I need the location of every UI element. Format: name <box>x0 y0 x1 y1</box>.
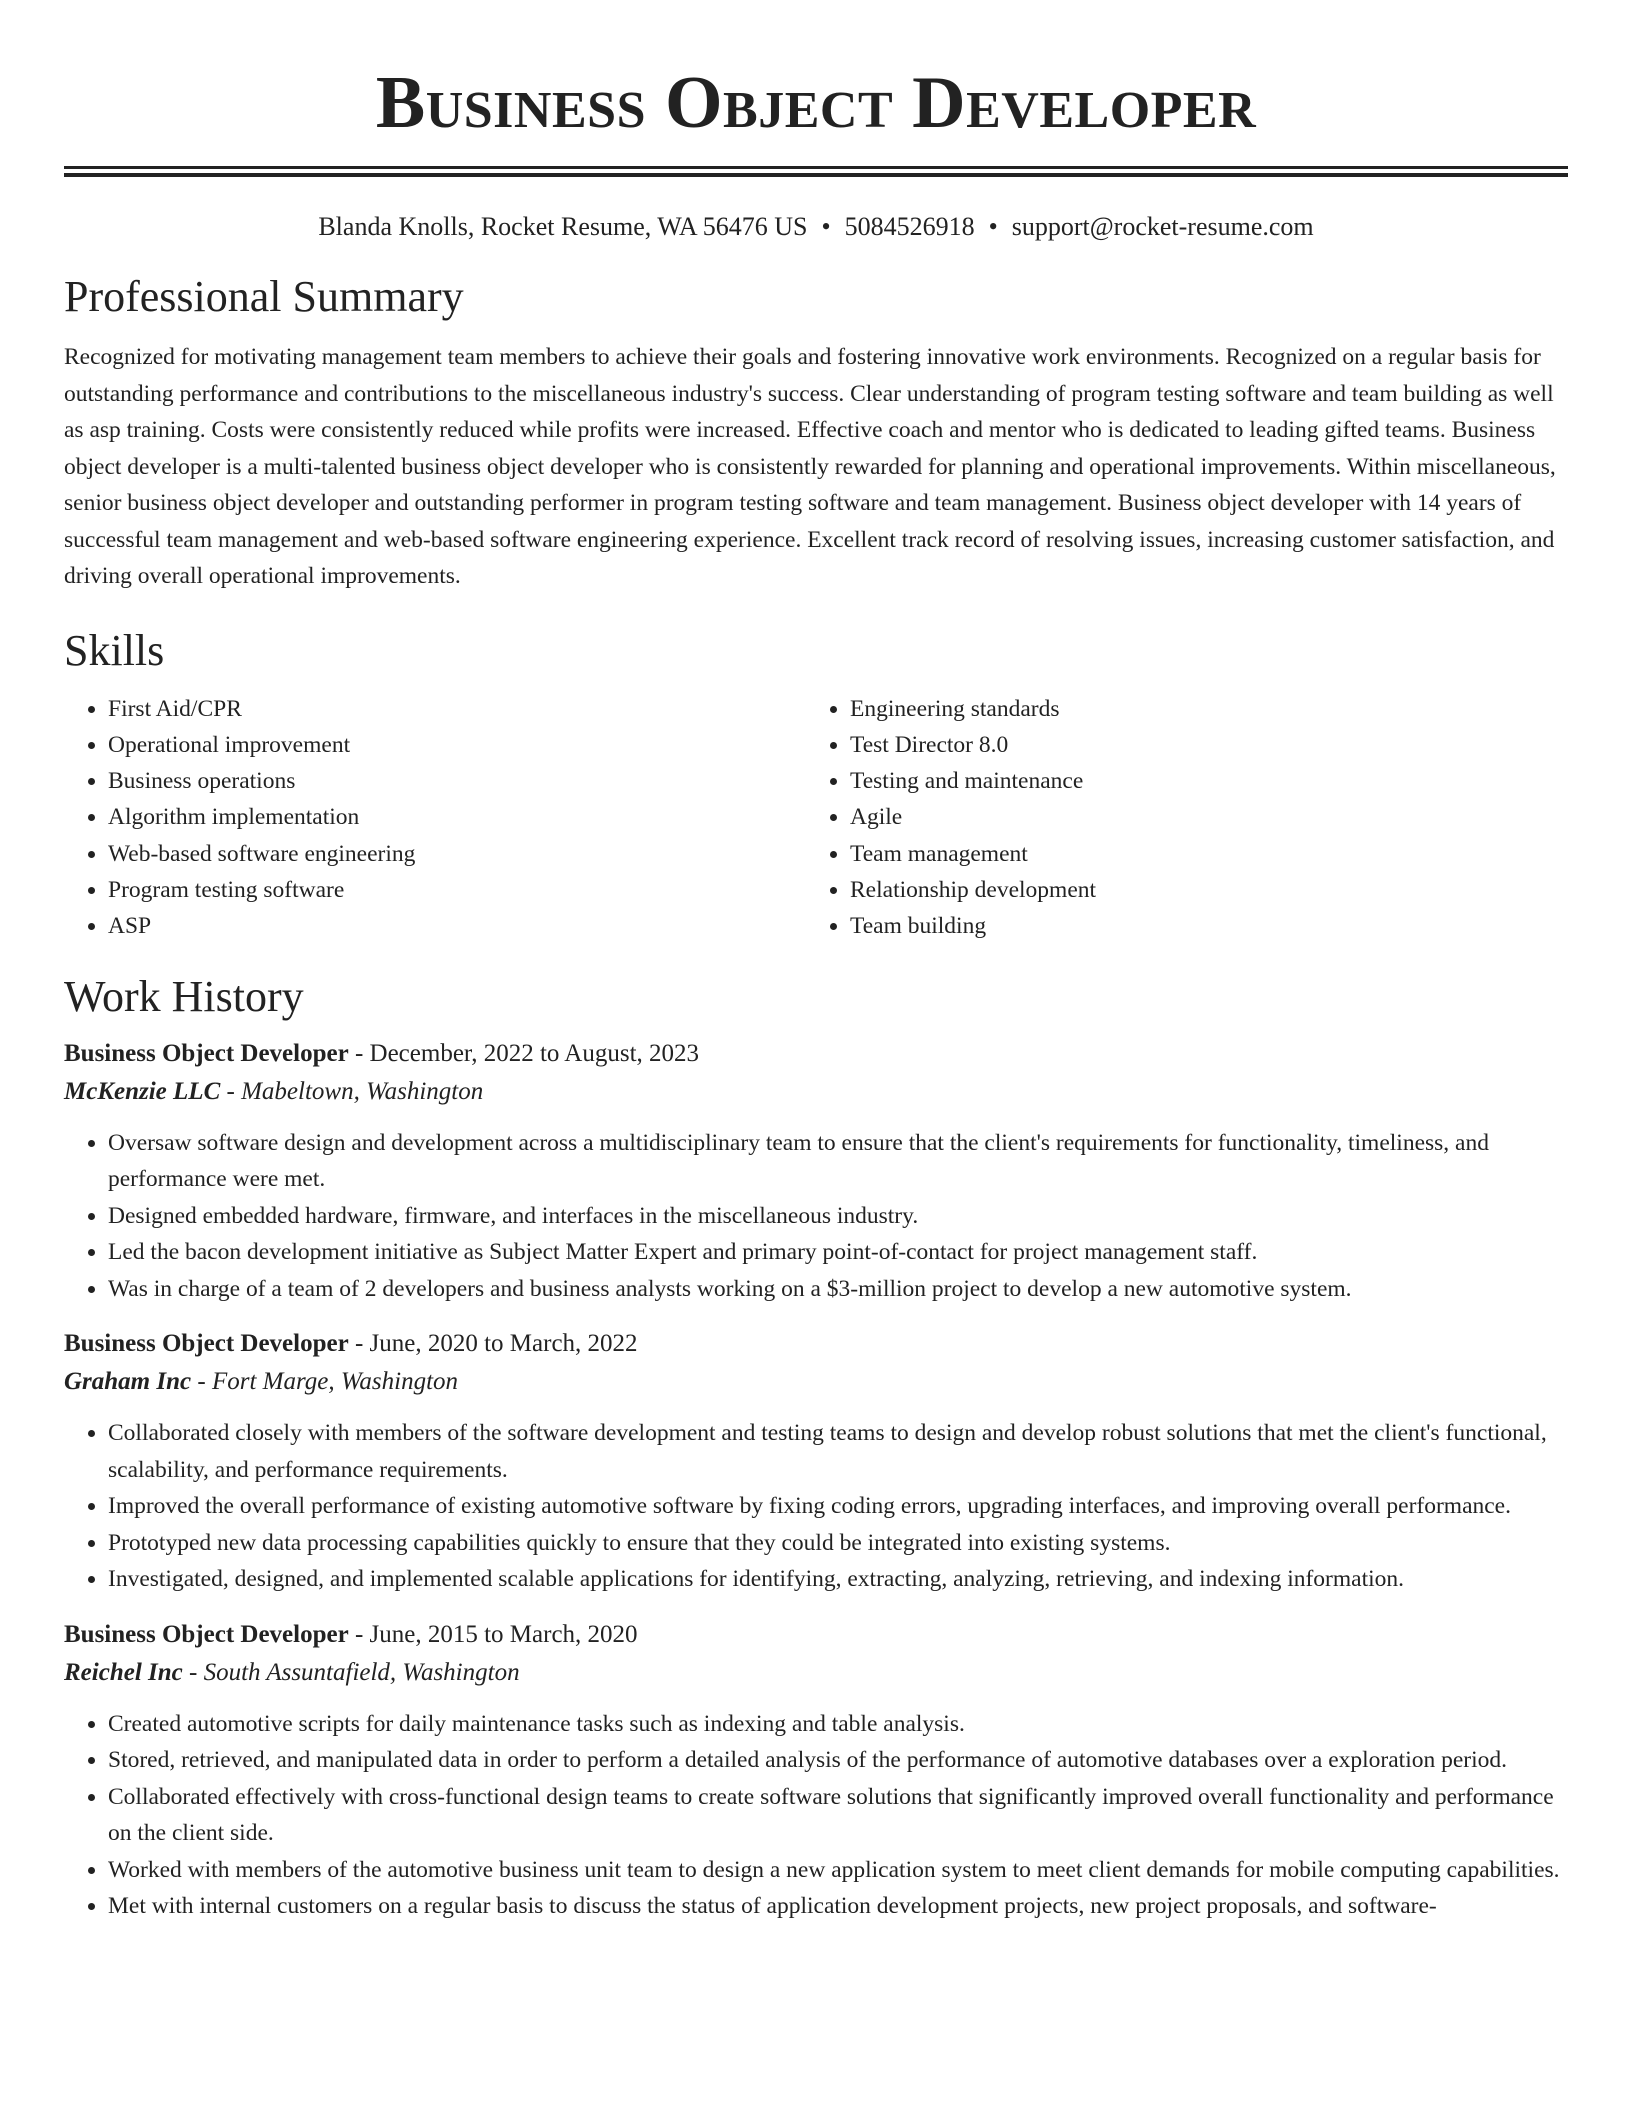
skill-item: • First Aid/CPR <box>108 691 806 727</box>
job-bullet: • Oversaw software design and development across a multidisciplinary team to ensure that the client's requirements for functionality, timeliness, and performance were met. <box>108 1125 1568 1198</box>
skill-item: • ASP <box>108 908 806 944</box>
job-bullets <box>64 1706 1568 1925</box>
skill-item: • Test Director 8.0 <box>850 727 1548 763</box>
contact-phone: 5084526918 <box>844 212 975 241</box>
job-bullet: • Collaborated effectively with cross-functional design teams to create software solutions that significantly improved overall functionality and performance on the client side. <box>108 1779 1568 1852</box>
job-bullet: • Was in charge of a team of 2 developers and business analysts working on a $3-million project to develop a new automotive system. <box>108 1271 1568 1308</box>
job-company: Graham Inc <box>64 1368 192 1396</box>
job-company-line <box>64 1363 1568 1401</box>
work-history-heading: Work History <box>64 971 304 1021</box>
skill-item: • Testing and maintenance <box>850 763 1548 799</box>
job-bullet: • Met with internal customers on a regular basis to discuss the status of application development projects, new project proposals, and software- <box>108 1888 1568 1925</box>
contact-separator: • <box>988 212 998 241</box>
skill-item: • Algorithm implementation <box>108 799 806 835</box>
job-entry <box>64 1325 1568 1598</box>
summary-heading: Professional Summary <box>64 272 464 321</box>
job-location: - South Assuntafield, Washington <box>182 1658 520 1686</box>
job-dates: - June, 2020 to March, 2022 <box>348 1330 638 1358</box>
job-bullet: • Created automotive scripts for daily maintenance tasks such as indexing and table analysis. <box>108 1706 1568 1743</box>
job-dates: - June, 2015 to March, 2020 <box>348 1620 638 1648</box>
job-bullet: • Collaborated closely with members of the software development and testing teams to design and develop robust solutions that met the client's functional, scalability, and performance requirements. <box>108 1415 1568 1488</box>
skill-item: • Relationship development <box>850 872 1548 908</box>
contact-address: Blanda Knolls, Rocket Resume, WA 56476 US <box>318 212 808 241</box>
resume-title: Business Object Developer <box>375 62 1257 144</box>
skill-item: • Agile <box>850 799 1548 835</box>
job-bullet: • Designed embedded hardware, firmware, and interfaces in the miscellaneous industry. <box>108 1198 1568 1235</box>
job-bullet: • Worked with members of the automotive business unit team to design a new application system to meet client demands for mobile computing capabilities. <box>108 1852 1568 1889</box>
job-company-line <box>64 1073 1568 1111</box>
job-location: - Mabeltown, Washington <box>220 1077 484 1105</box>
skill-item: • Team building <box>850 908 1548 944</box>
job-title-line <box>64 1035 1568 1073</box>
job-bullet: • Improved the overall performance of existing automotive software by fixing coding errors, upgrading interfaces, and improving overall performance. <box>108 1488 1568 1525</box>
job-title: Business Object Developer <box>64 1620 349 1648</box>
skill-item: • Operational improvement <box>108 727 806 763</box>
skill-item: • Engineering standards <box>850 691 1548 727</box>
job-bullet: • Led the bacon development initiative as Subject Matter Expert and primary point-of-contact for project management staff. <box>108 1234 1568 1271</box>
job-bullet: • Prototyped new data processing capabilities quickly to ensure that they could be integrated into existing systems. <box>108 1525 1568 1562</box>
job-dates: - December, 2022 to August, 2023 <box>348 1039 700 1067</box>
contact-email: support@rocket-resume.com <box>1011 212 1314 241</box>
skill-item: • Program testing software <box>108 872 806 908</box>
job-company: McKenzie LLC <box>64 1077 221 1105</box>
summary-text: Recognized for motivating management team members to achieve their goals and fostering innovative work environments. Recognized on a regular basis for outstanding performance and contributions to the miscellaneous industry's success. Clear understanding of program testing software and team building as well as asp training. Costs were consistently reduced while profits were increased. Effective coach and mentor who is dedicated to leading gifted teams. Business object developer is a multi-talented business object developer who is consistently rewarded for planning and operational improvements. Within miscellaneous, senior business object developer and outstanding performer in program testing software and team management. Business object developer with 14 years of successful team management and web-based software engineering experience. Excellent track record of resolving issues, increasing customer satisfaction, and driving overall operational improvements. <box>64 344 1556 589</box>
skills-list-left <box>64 691 806 945</box>
job-title: Business Object Developer <box>64 1330 349 1358</box>
job-title-line <box>64 1325 1568 1363</box>
contact-separator: • <box>821 212 831 241</box>
contact-line <box>64 209 1568 245</box>
skills-columns <box>64 691 1568 945</box>
job-company: Reichel Inc <box>64 1658 183 1686</box>
job-title: Business Object Developer <box>64 1039 349 1067</box>
skills-heading: Skills <box>64 625 165 675</box>
job-entry <box>64 1035 1568 1308</box>
job-bullet: • Stored, retrieved, and manipulated data in order to perform a detailed analysis of the performance of automotive databases over a exploration period. <box>108 1742 1568 1779</box>
job-entry <box>64 1616 1568 1925</box>
skill-item: • Team management <box>850 836 1548 872</box>
job-bullets <box>64 1125 1568 1308</box>
skill-item: • Business operations <box>108 763 806 799</box>
job-title-line <box>64 1616 1568 1654</box>
job-company-line <box>64 1654 1568 1692</box>
skill-item: • Web-based software engineering <box>108 836 806 872</box>
job-location: - Fort Marge, Washington <box>191 1368 459 1396</box>
skills-list-right <box>806 691 1548 945</box>
job-bullet: • Investigated, designed, and implemented scalable applications for identifying, extracting, analyzing, retrieving, and indexing information. <box>108 1561 1568 1598</box>
title-divider <box>64 166 1568 177</box>
job-bullets <box>64 1415 1568 1598</box>
